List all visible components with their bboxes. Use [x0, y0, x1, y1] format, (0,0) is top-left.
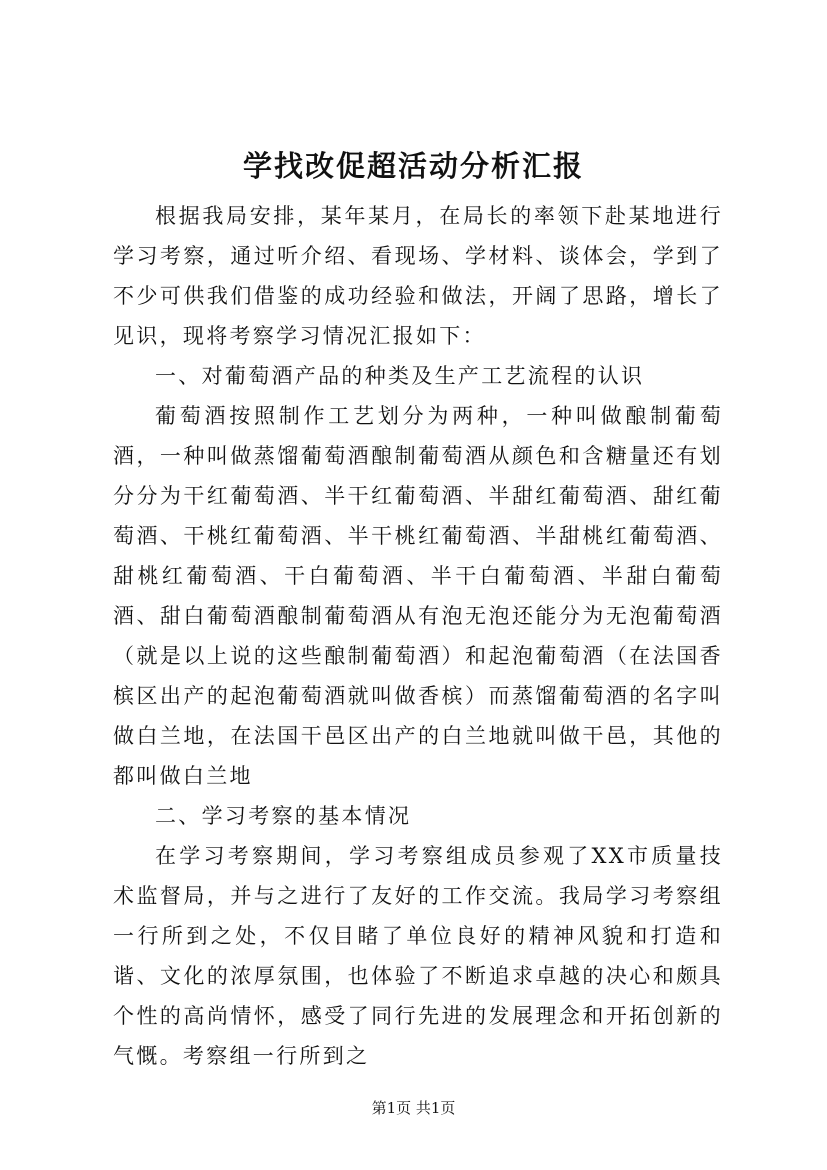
- section-heading-2: 二、学习考察的基本情况: [155, 804, 412, 828]
- document-title: 学找改促超活动分析汇报: [242, 149, 584, 183]
- section-heading-1: 一、对葡萄酒产品的种类及生产工艺流程的认识: [155, 364, 645, 388]
- document-body: [113, 196, 723, 1076]
- wine-types-paragraph: 葡萄酒按照制作工艺划分为两种，一种叫做酿制葡萄酒，一种叫做蒸馏葡萄酒酿制葡萄酒从颜色和含糖量还有划分分为干红葡萄酒、半干红葡萄酒、半甜红葡萄酒、甜红葡萄酒、干桃红葡萄酒、半干桃红葡萄酒、半甜桃红葡萄酒、甜桃红葡萄酒、干白葡萄酒、半干白葡萄酒、半甜白葡萄酒、甜白葡萄酒酿制葡萄酒从有泡无泡还能分为无泡葡萄酒（就是以上说的这些酿制葡萄酒）和起泡葡萄酒（在法国香槟区出产的起泡葡萄酒就叫做香槟）而蒸馏葡萄酒的名字叫做白兰地，在法国干邑区出产的白兰地就叫做干邑，其他的都叫做白兰地: [113, 404, 723, 788]
- intro-paragraph: 根据我局安排，某年某月，在局长的率领下赴某地进行学习考察，通过听介绍、看现场、学材料、谈体会，学到了不少可供我们借鉴的成功经验和做法，开阔了思路，增长了见识，现将考察学习情况汇报如下：: [113, 204, 723, 348]
- study-visit-paragraph: 在学习考察期间，学习考察组成员参观了XX市质量技术监督局，并与之进行了友好的工作交流。我局学习考察组一行所到之处，不仅目睹了单位良好的精神风貌和打造和谐、文化的浓厚氛围，也体验了不断追求卓越的决心和颇具个性的高尚情怀，感受了同行先进的发展理念和开拓创新的气慨。考察组一行所到之: [113, 844, 723, 1068]
- page-footer: 第1页 共1页: [371, 1099, 456, 1117]
